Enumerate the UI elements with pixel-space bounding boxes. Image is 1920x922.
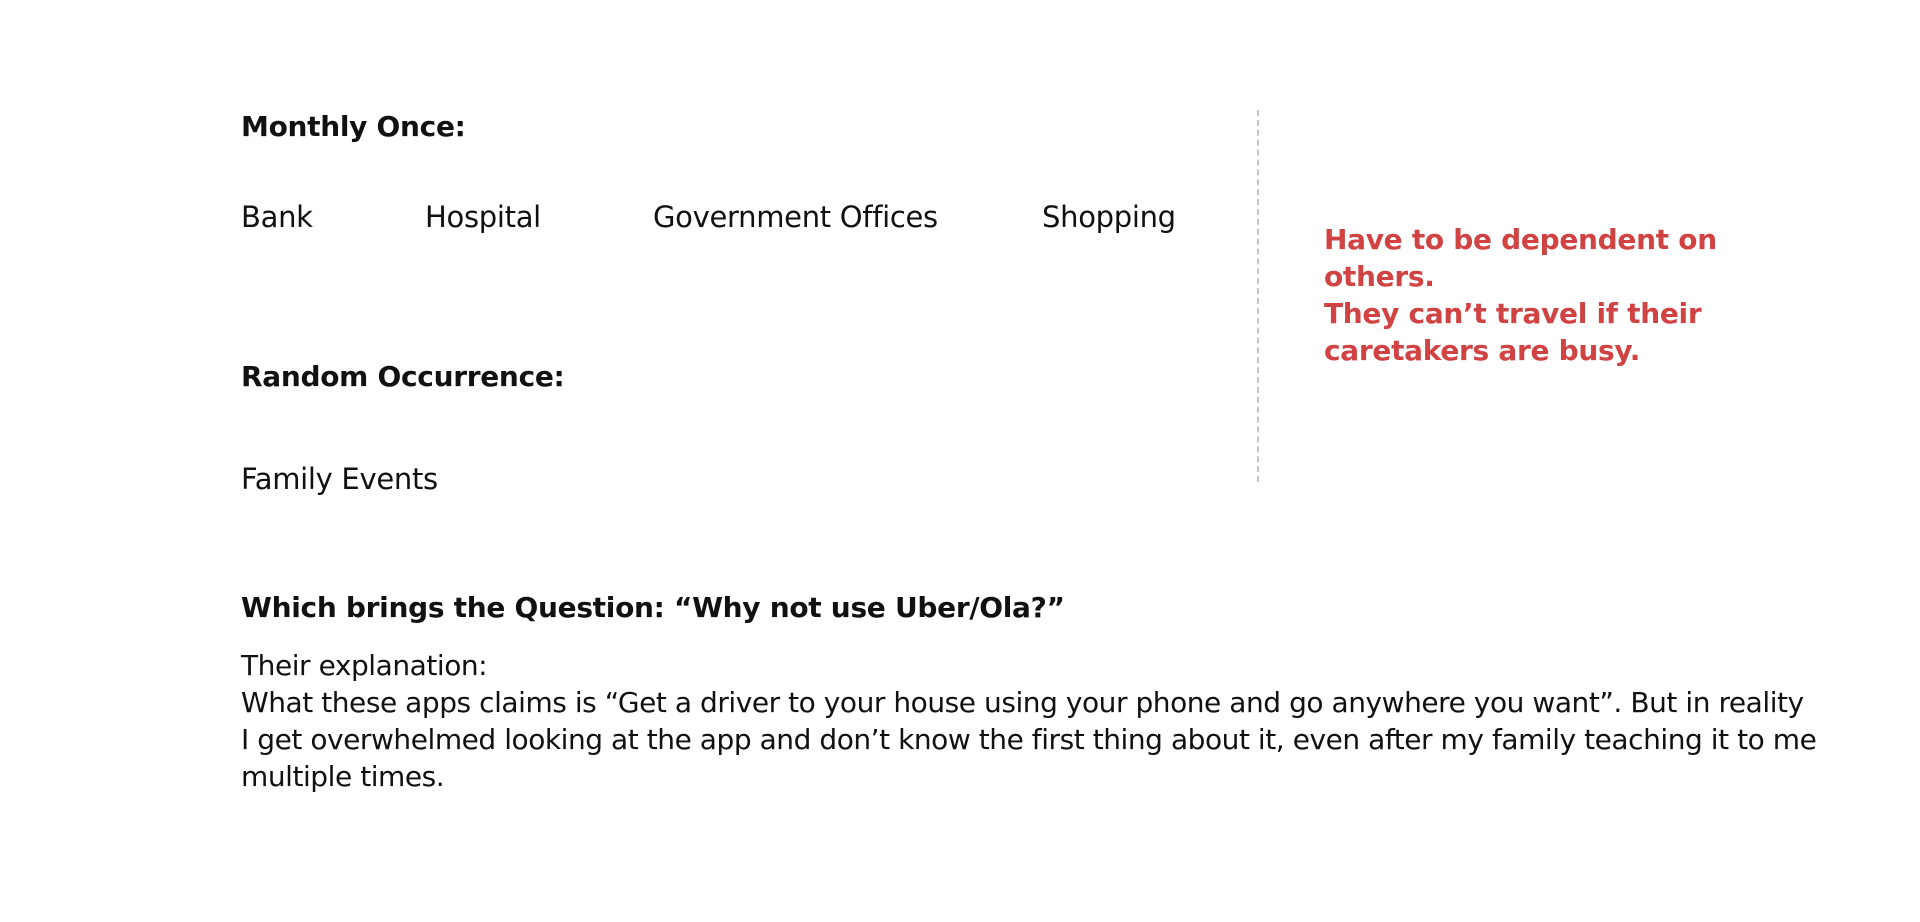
monthly-once-heading: Monthly Once:: [241, 110, 466, 143]
monthly-item-hospital: Hospital: [425, 200, 541, 234]
explanation-intro: Their explanation:: [241, 649, 488, 682]
dashed-divider: [1257, 110, 1259, 482]
callout-line: They can’t travel if their: [1324, 297, 1702, 330]
callout-line: caretakers are busy.: [1324, 334, 1641, 367]
dependency-callout: [1324, 221, 1744, 369]
explanation-line: What these apps claims is “Get a driver to your house using your phone and go anywhere you want”. But in reality: [241, 686, 1804, 719]
random-occurrence-heading: Random Occurrence:: [241, 360, 565, 393]
explanation-paragraph: [241, 647, 1816, 795]
callout-line: Have to be dependent on: [1324, 223, 1717, 256]
explanation-line: I get overwhelmed looking at the app and don’t know the first thing about it, even after my family teaching it to me: [241, 723, 1817, 756]
monthly-item-bank: Bank: [241, 200, 313, 234]
monthly-item-shopping: Shopping: [1042, 200, 1176, 234]
callout-line: others.: [1324, 260, 1435, 293]
explanation-line: multiple times.: [241, 760, 445, 793]
random-item-family-events: Family Events: [241, 462, 438, 496]
monthly-item-government-offices: Government Offices: [653, 200, 938, 234]
question-heading: Which brings the Question: “Why not use Uber/Ola?”: [241, 591, 1065, 624]
